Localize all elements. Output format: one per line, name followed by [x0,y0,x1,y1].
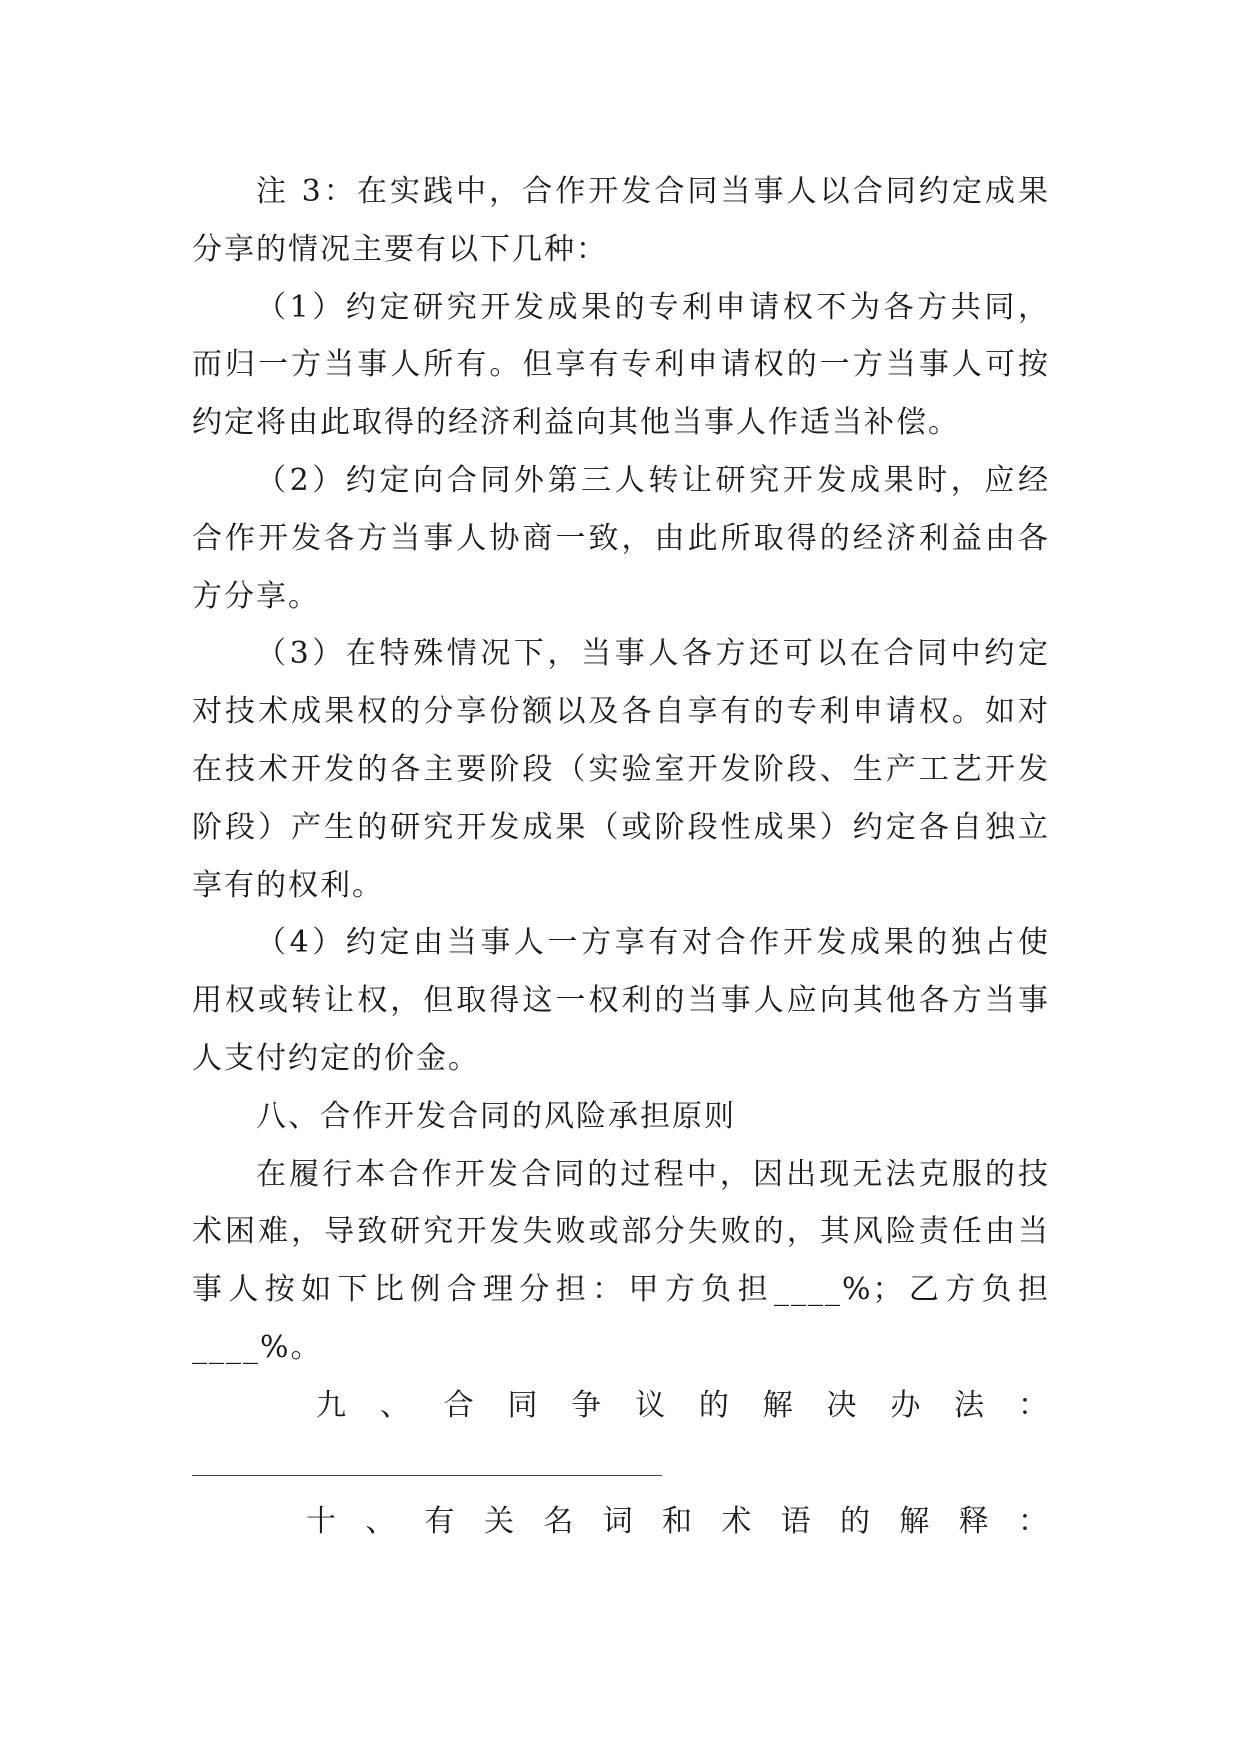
item-1-line-1: （1）约定研究开发成果的专利申请权不为各方共同， [256,290,1050,325]
section-9-heading: 九、合同争议的解决办法： [316,1388,1050,1423]
item-4-line-3: 人支付约定的价金。 [192,1041,480,1076]
item-1-line-3: 约定将由此取得的经济利益向其他当事人作适当补偿。 [192,405,960,440]
item-2-line-1: （2）约定向合同外第三人转让研究开发成果时，应经 [256,463,1050,498]
fill-in-blank-line [192,1475,662,1476]
paragraph-note3-line-1: 注 3：在实践中，合作开发合同当事人以合同约定成果 [256,174,1050,209]
item-3-line-4: 阶段）产生的研究开发成果（或阶段性成果）约定各自独立 [192,810,1050,845]
paragraph-note3-line-2: 分享的情况主要有以下几种： [192,232,608,267]
section-10-heading: 十、有关名词和术语的解释： [306,1504,1050,1539]
section-8-heading: 八、合作开发合同的风险承担原则 [256,1099,736,1134]
item-3-line-1: （3）在特殊情况下，当事人各方还可以在合同中约定 [256,636,1050,671]
item-3-line-3: 在技术开发的各主要阶段（实验室开发阶段、生产工艺开发 [192,752,1050,787]
item-4-line-1: （4）约定由当事人一方享有对合作开发成果的独占使 [256,925,1050,960]
section-8-line-2: 术困难，导致研究开发失败或部分失败的，其风险责任由当 [192,1214,1050,1249]
item-3-line-5: 享有的权利。 [192,868,384,903]
item-4-line-2: 用权或转让权，但取得这一权利的当事人应向其他各方当事 [192,983,1050,1018]
section-8-line-1: 在履行本合作开发合同的过程中，因出现无法克服的技 [256,1157,1050,1192]
item-3-line-2: 对技术成果权的分享份额以及各自享有的专利申请权。如对 [192,694,1050,729]
item-2-line-3: 方分享。 [192,579,320,614]
item-2-line-2: 合作开发各方当事人协商一致，由此所取得的经济利益由各 [192,521,1050,556]
item-1-line-2: 而归一方当事人所有。但享有专利申请权的一方当事人可按 [192,347,1050,382]
section-8-line-4: ____%。 [192,1330,323,1365]
section-8-line-3: 事人按如下比例合理分担：甲方负担____%；乙方负担 [192,1272,1050,1307]
